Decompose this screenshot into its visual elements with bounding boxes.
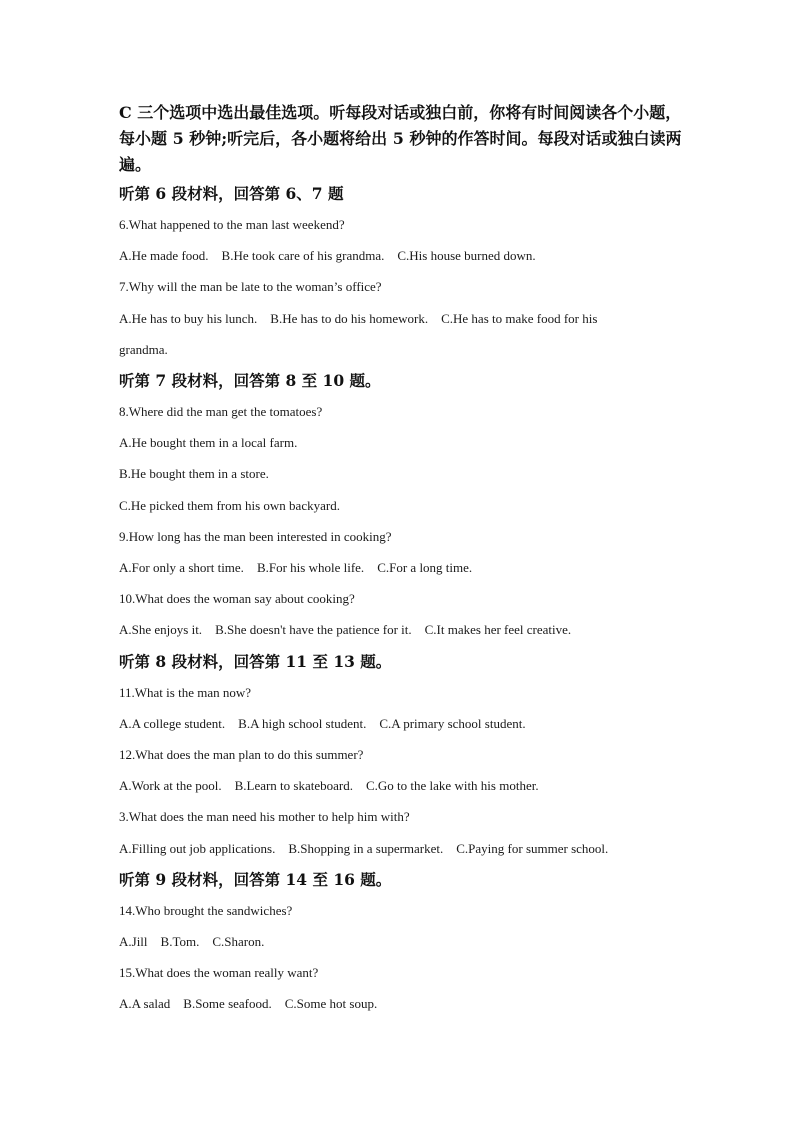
- answer-option: B.Tom.: [160, 934, 200, 950]
- answer-option: A.A salad: [119, 996, 171, 1012]
- section-heading: 听第 8 段材料，回答第 11 至 13 题。: [119, 651, 392, 671]
- section-heading: 听第 9 段材料，回答第 14 至 16 题。: [119, 869, 392, 889]
- question-text: 12.What does the man plan to do this summer?: [119, 747, 364, 763]
- instructions-line: C 三个选项中选出最佳选项。听每段对话或独白前，你将有时间阅读各个小题，: [119, 103, 682, 122]
- question-sections: [119, 178, 679, 1020]
- answer-option: A.Jill: [119, 934, 148, 950]
- answer-option: B.Learn to skateboard.: [234, 778, 353, 794]
- options-line: [119, 833, 679, 864]
- answer-option: C.A primary school student.: [379, 715, 526, 731]
- answer-option: B.He took care of his grandma.: [221, 248, 385, 264]
- answer-option: A.A college student.: [119, 715, 226, 731]
- answer-option: C.Sharon.: [212, 934, 265, 950]
- instructions-line: 每小题 5 秒钟;听完后，各小题将给出 5 秒钟的作答时间。每段对话或独白读两: [119, 129, 682, 148]
- section: [119, 864, 679, 1020]
- answer-option: C.Paying for summer school.: [456, 840, 609, 856]
- question-text: 6.What happened to the man last weekend?: [119, 217, 345, 232]
- options-line: [119, 427, 679, 458]
- answer-option: C.It makes her feel creative.: [424, 622, 572, 638]
- instructions-line: 遍。: [119, 155, 152, 174]
- question-text: 15.What does the woman really want?: [119, 965, 319, 981]
- options-line: [119, 303, 679, 334]
- options-line: [119, 552, 679, 583]
- answer-option: B.A high school student.: [238, 715, 367, 731]
- answer-option: A.For only a short time.: [119, 560, 244, 576]
- answer-option: B.He bought them in a store.: [119, 466, 269, 482]
- options-line: [119, 458, 679, 489]
- options-line: [119, 334, 679, 365]
- answer-option: C.For a long time.: [377, 560, 473, 576]
- answer-option: C.His house burned down.: [397, 248, 536, 264]
- answer-option: C.He has to make food for his: [441, 310, 598, 326]
- question-text: 3.What does the man need his mother to help him with?: [119, 809, 410, 825]
- options-line: [119, 770, 679, 801]
- answer-option: B.He has to do his homework.: [270, 310, 429, 326]
- options-line: [119, 614, 679, 645]
- question-text: 14.Who brought the sandwiches?: [119, 902, 293, 918]
- options-line: [119, 490, 679, 521]
- options-line: [119, 926, 679, 957]
- answer-option: B.Shopping in a supermarket.: [288, 840, 444, 856]
- answer-option: A.She enjoys it.: [119, 622, 203, 638]
- answer-option: C.Some hot soup.: [284, 996, 378, 1012]
- answer-option: B.For his whole life.: [256, 560, 365, 576]
- instructions-paragraph: [119, 100, 682, 178]
- question-text: 7.Why will the man be late to the woman’s office?: [119, 279, 382, 295]
- answer-option: A.He bought them in a local farm.: [119, 435, 298, 451]
- question-text: 8.Where did the man get the tomatoes?: [119, 404, 323, 420]
- options-line: [119, 988, 679, 1019]
- answer-option: B.She doesn't have the patience for it.: [215, 622, 412, 638]
- answer-option: A.He has to buy his lunch.: [119, 310, 258, 326]
- options-line: [119, 708, 679, 739]
- answer-option: A.He made food.: [119, 248, 209, 264]
- section-heading: 听第 6 段材料，回答第 6、7 题: [119, 184, 344, 203]
- page-content: [119, 100, 682, 1020]
- options-line: [119, 240, 679, 271]
- section: [119, 646, 679, 864]
- question-text: 11.What is the man now?: [119, 684, 252, 700]
- answer-option: C.Go to the lake with his mother.: [365, 778, 539, 794]
- answer-option: grandma.: [119, 341, 168, 357]
- answer-option: B.Some seafood.: [183, 996, 272, 1012]
- answer-option: A.Work at the pool.: [119, 778, 222, 794]
- answer-option: A.Filling out job applications.: [119, 840, 276, 856]
- question-text: 9.How long has the man been interested in cooking?: [119, 528, 392, 544]
- section-heading: 听第 7 段材料，回答第 8 至 10 题。: [119, 371, 381, 391]
- section: [119, 365, 679, 646]
- answer-option: C.He picked them from his own backyard.: [119, 497, 340, 513]
- section: [119, 178, 679, 365]
- question-text: 10.What does the woman say about cooking?: [119, 591, 355, 607]
